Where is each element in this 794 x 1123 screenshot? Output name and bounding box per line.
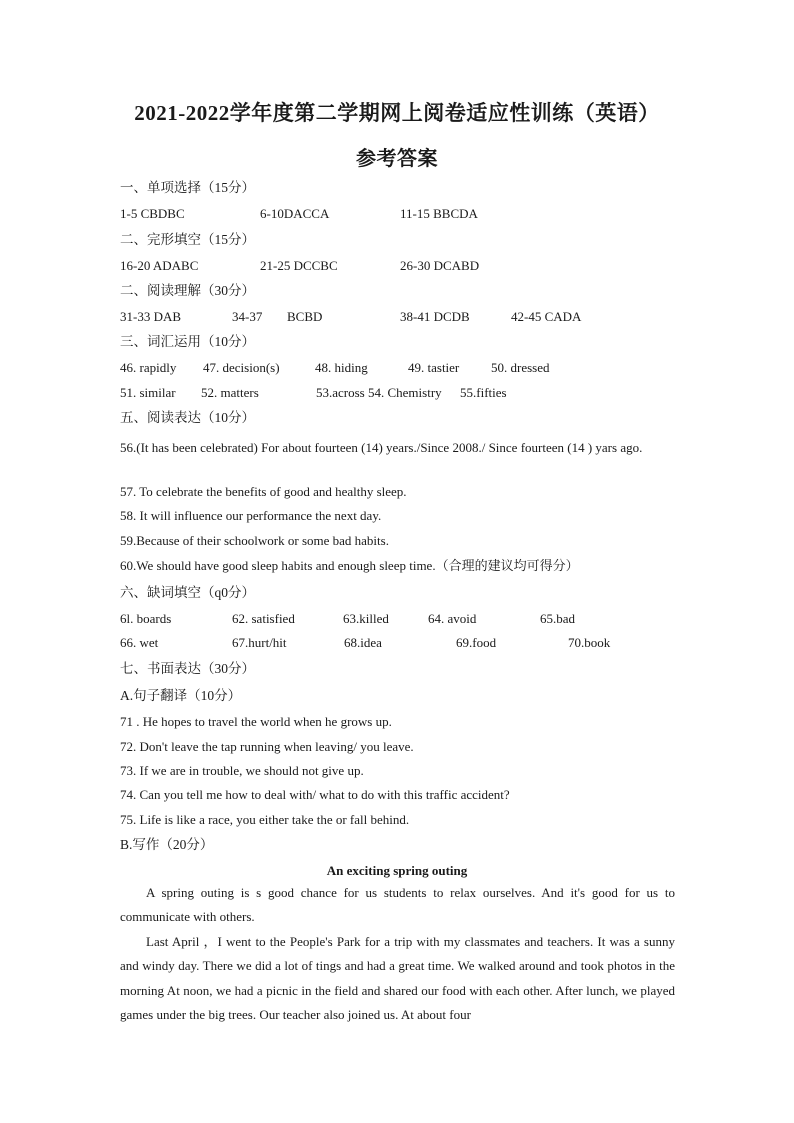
answer-item: 55.fifties — [460, 385, 507, 400]
page-title: 2021-2022学年度第二学期网上阅卷适应性训练（英语） — [134, 101, 660, 125]
answer-group: 26-30 DCABD — [400, 258, 480, 273]
answer-item: 48. hiding — [315, 360, 368, 375]
answer-item: 68.idea — [344, 635, 382, 650]
answer-group: 16-20 ADABC — [120, 258, 199, 273]
answer-59: 59.Because of their schoolwork or some bad habits. — [120, 533, 389, 548]
answer-group: 31-33 DAB — [120, 309, 182, 324]
answer-item: 53.across 54. Chemistry — [316, 385, 442, 400]
section-heading-reading: 二、阅读理解（30分） — [120, 283, 255, 298]
section-heading-single-choice: 一、单项选择（15分） — [120, 180, 255, 195]
answer-item: 49. tastier — [408, 360, 460, 375]
part-b-heading: B.写作（20分） — [120, 837, 214, 852]
translation-75: 75. Life is like a race, you either take the or fall behind. — [120, 812, 410, 827]
answer-item: 47. decision(s) — [203, 360, 280, 375]
section-heading-vocabulary: 三、词汇运用（10分） — [120, 334, 255, 349]
answer-group: 6-10DACCA — [260, 206, 330, 221]
answer-item: 52. matters — [201, 385, 259, 400]
essay-paragraph-2: Last April ，I went to the People's Park for a trip with my classmates and teachers. It was a sunny and windy day. There we did a lot of tings and had a great time. We walked around and took photos in the morning At noon, we had a picnic in the field and shared our food with each other. After lunch, we played games under the big trees. Our teacher also joined us. At about four — [120, 934, 675, 1022]
answer-item: 67.hurt/hit — [232, 635, 287, 650]
answer-group: BCBD — [287, 309, 323, 324]
section-heading-word-filling: 六、缺词填空（q0分） — [120, 585, 255, 600]
section-heading-cloze: 二、完形填空（15分） — [120, 232, 255, 247]
answer-item: 46. rapidly — [120, 360, 177, 375]
answer-group: 21-25 DCCBC — [260, 258, 338, 273]
answer-item: 51. similar — [120, 385, 176, 400]
translation-73: 73. If we are in trouble, we should not give up. — [120, 763, 364, 778]
essay-title: An exciting spring outing — [326, 863, 468, 878]
answer-item: 69.food — [456, 635, 497, 650]
answer-57: 57. To celebrate the benefits of good and healthy sleep. — [120, 484, 407, 499]
answer-item: 66. wet — [120, 635, 159, 650]
answer-item: 6l. boards — [120, 611, 172, 626]
translation-72: 72. Don't leave the tap running when leaving/ you leave. — [120, 739, 414, 754]
answer-item: 63.killed — [343, 611, 389, 626]
answer-60: 60.We should have good sleep habits and enough sleep time.（合理的建议均可得分） — [120, 558, 579, 573]
answer-58: 58. It will influence our performance the next day. — [120, 508, 382, 523]
answer-group: 11-15 BBCDA — [400, 206, 478, 221]
answer-group: 38-41 DCDB — [400, 309, 470, 324]
translation-71: 71 . He hopes to travel the world when he grows up. — [120, 714, 392, 729]
part-a-heading: A.句子翻译（10分） — [120, 688, 242, 703]
answer-item: 62. satisfied — [232, 611, 295, 626]
translation-74: 74. Can you tell me how to deal with/ what to do with this traffic accident? — [120, 787, 510, 802]
essay-paragraph-1: A spring outing is s good chance for us students to relax ourselves. And it's good for us to communicate with others. — [120, 885, 675, 925]
page-subtitle: 参考答案 — [356, 148, 438, 170]
answer-item: 70.book — [568, 635, 611, 650]
answer-group: 1-5 CBDBC — [120, 206, 185, 221]
section-heading-writing: 七、书面表达（30分） — [120, 661, 255, 676]
section-heading-reading-expression: 五、阅读表达（10分） — [120, 410, 255, 425]
answer-item: 64. avoid — [428, 611, 477, 626]
answer-56: 56.(It has been celebrated) For about fourteen (14) years./Since 2008./ Since fourteen (14 ) yars ago. — [120, 440, 643, 455]
answer-item: 50. dressed — [491, 360, 550, 375]
answer-group: 34-37 — [232, 309, 263, 324]
answer-item: 65.bad — [540, 611, 576, 626]
answer-group: 42-45 CADA — [511, 309, 582, 324]
